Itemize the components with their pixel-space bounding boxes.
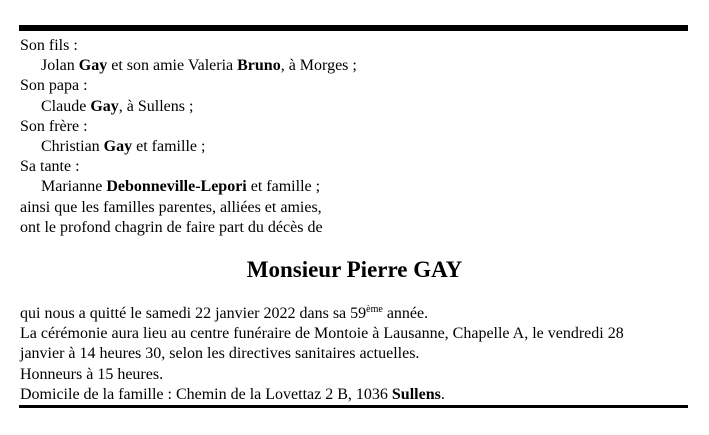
son-partner-last-name: Bruno bbox=[237, 57, 281, 75]
brother-first-name: Christian bbox=[41, 137, 100, 155]
father-first-name: Claude bbox=[41, 97, 87, 115]
son-place: , à Morges ; bbox=[280, 57, 357, 75]
aunt-first-name: Marianne bbox=[41, 178, 103, 196]
father-entry bbox=[20, 97, 688, 117]
ceremony-line-2: janvier à 14 heures 30, selon les directives sanitaires actuelles. bbox=[20, 345, 420, 363]
father-last-name: Gay bbox=[90, 97, 119, 115]
brother-entry bbox=[20, 137, 688, 157]
death-line-end: année. bbox=[382, 305, 429, 322]
aunt-entry bbox=[20, 177, 688, 197]
brother-label: Son frère : bbox=[20, 117, 88, 135]
honours-line: Honneurs à 15 heures. bbox=[20, 365, 164, 383]
domicile-end: . bbox=[440, 385, 445, 403]
family-list bbox=[20, 36, 688, 238]
death-line bbox=[20, 304, 688, 324]
brother-rest: et famille ; bbox=[136, 137, 206, 155]
ceremony-details bbox=[20, 304, 688, 405]
son-entry bbox=[20, 56, 688, 76]
son-partner-text: et son amie Valeria bbox=[111, 57, 234, 75]
bottom-border-rule bbox=[19, 405, 688, 408]
relatives-line: ainsi que les familles parentes, alliées et amies, bbox=[20, 198, 322, 216]
domicile-start: Domicile de la famille : Chemin de la Lovettaz 2 B, 1036 bbox=[20, 385, 388, 403]
top-border-rule bbox=[19, 25, 688, 31]
ceremony-line-1: La cérémonie aura lieu au centre funéraire de Montoie à Lausanne, Chapelle A, le vendredi 28 bbox=[20, 325, 624, 343]
son-first-name: Jolan bbox=[41, 57, 75, 75]
father-place: , à Sullens ; bbox=[118, 97, 194, 115]
aunt-rest: et famille ; bbox=[250, 178, 321, 196]
brother-last-name: Gay bbox=[103, 137, 133, 155]
announce-line: ont le profond chagrin de faire part du décès de bbox=[20, 218, 323, 236]
aunt-label: Sa tante : bbox=[20, 158, 80, 176]
domicile-line bbox=[20, 385, 688, 405]
father-label: Son papa : bbox=[20, 77, 88, 95]
son-last-name: Gay bbox=[78, 57, 108, 75]
deceased-name: Monsieur Pierre GAY bbox=[246, 257, 463, 282]
ordinal-suffix: ème bbox=[366, 304, 383, 315]
domicile-town: Sullens bbox=[391, 385, 441, 403]
son-label: Son fils : bbox=[20, 37, 78, 54]
death-line-start: qui nous a quitté le samedi 22 janvier 2022 dans sa 59 bbox=[20, 305, 367, 322]
aunt-last-name: Debonneville-Lepori bbox=[106, 178, 247, 196]
